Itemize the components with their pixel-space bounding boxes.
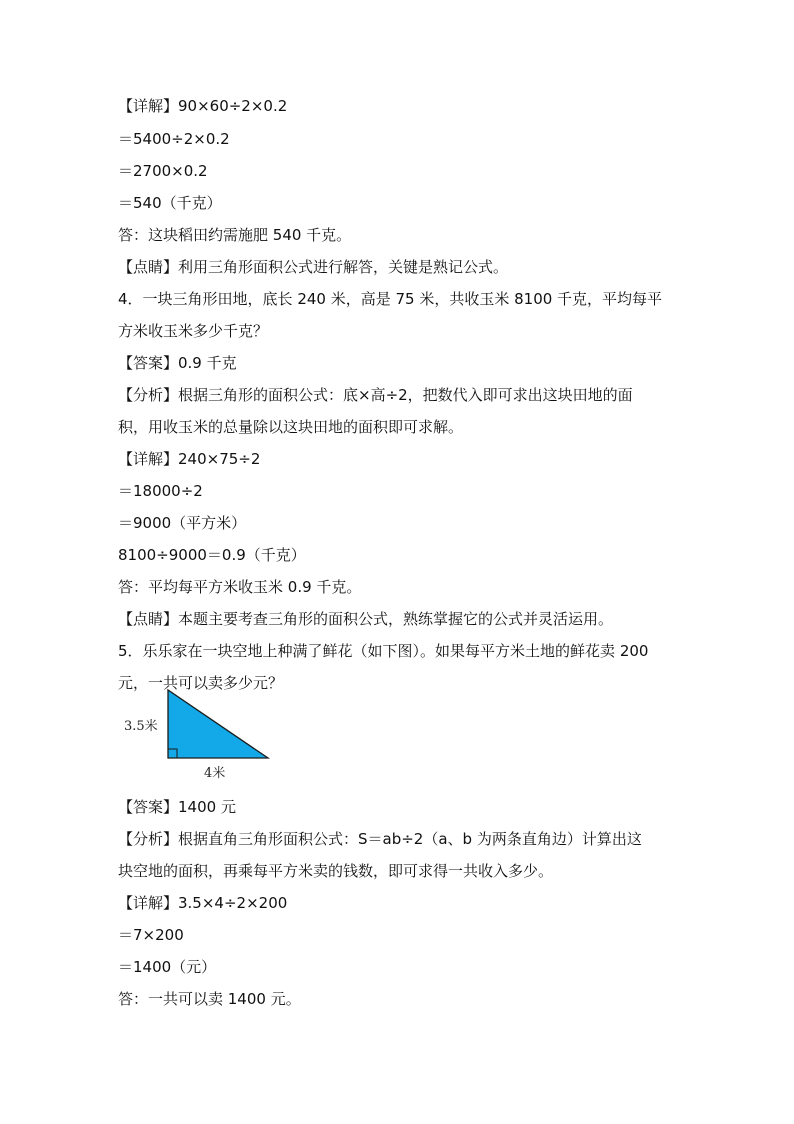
solution-5-step: ＝7×200 [118, 926, 184, 944]
solution-4-step: ＝18000÷2 [118, 482, 203, 500]
comment-4: 【点睛】本题主要考查三角形的面积公式，熟练掌握它的公式并灵活运用。 [118, 610, 614, 628]
answer-statement: 答：这块稻田约需施肥 540 千克。 [118, 226, 352, 244]
question-5-text: 元，一共可以卖多少元？ [118, 674, 284, 692]
triangle-diagram [118, 688, 288, 784]
triangle-shape [168, 690, 268, 758]
solution-step: 【详解】90×60÷2×0.2 [118, 97, 288, 115]
answer-5-statement: 答：一共可以卖 1400 元。 [118, 990, 301, 1008]
solution-step: ＝5400÷2×0.2 [118, 130, 230, 148]
answer-4: 【答案】0.9 千克 [118, 354, 237, 372]
solution-5-step: 【详解】3.5×4÷2×200 [118, 894, 288, 912]
solution-step: ＝2700×0.2 [118, 162, 208, 180]
question-5-text: 5．乐乐家在一块空地上种满了鲜花（如下图）。如果每平方米土地的鲜花卖 200 [118, 642, 649, 660]
right-triangle-figure [118, 688, 288, 784]
analysis-4: 积，用收玉米的总量除以这块田地的面积即可求解。 [118, 418, 464, 436]
solution-5-step: ＝1400（元） [118, 958, 217, 976]
comment-note: 【点睛】利用三角形面积公式进行解答，关键是熟记公式。 [118, 258, 509, 276]
solution-4-step: 【详解】240×75÷2 [118, 450, 261, 468]
analysis-4: 【分析】根据三角形的面积公式：底×高÷2，把数代入即可求出这块田地的面 [118, 386, 633, 404]
base-label: 4米 [204, 766, 226, 781]
solution-step: ＝540（千克） [118, 194, 222, 212]
answer-5: 【答案】1400 元 [118, 798, 236, 816]
question-4-text: 4．一块三角形田地，底长 240 米，高是 75 米，共收玉米 8100 千克，平均每平 [118, 290, 663, 308]
height-label: 3.5米 [124, 719, 158, 734]
analysis-5: 块空地的面积，再乘每平方米卖的钱数，即可求得一共收入多少。 [118, 862, 554, 880]
analysis-5: 【分析】根据直角三角形面积公式：S＝ab÷2（a、b 为两条直角边）计算出这 [118, 830, 642, 848]
question-4-text: 方米收玉米多少千克？ [118, 322, 269, 340]
solution-4-step: ＝9000（平方米） [118, 514, 247, 532]
answer-4-statement: 答：平均每平方米收玉米 0.9 千克。 [118, 578, 362, 596]
solution-4-step: 8100÷9000＝0.9（千克） [118, 546, 306, 564]
